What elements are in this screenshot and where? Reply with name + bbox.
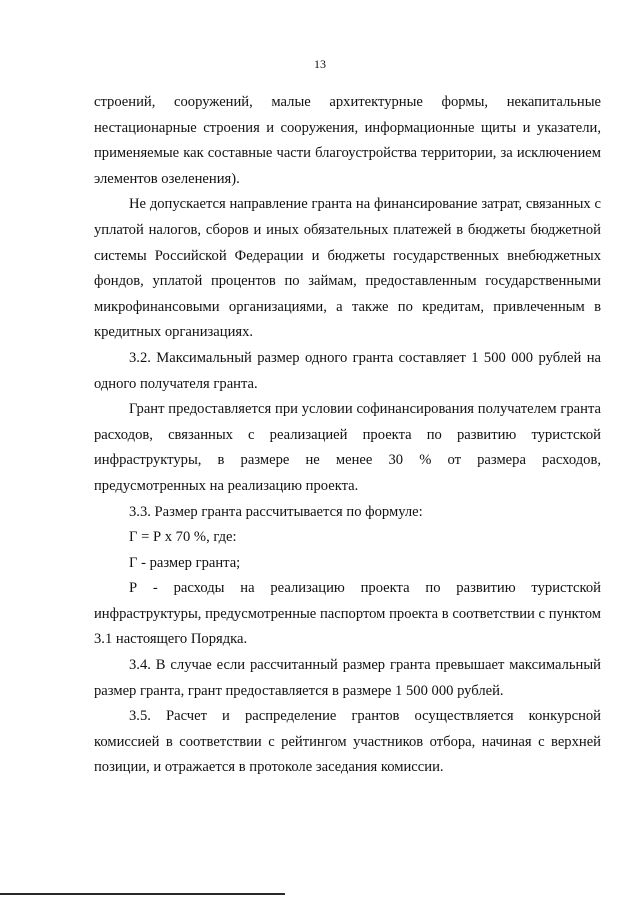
formula-definition-g: Г - размер гранта; xyxy=(129,554,241,571)
document-body xyxy=(94,90,601,781)
footer-divider xyxy=(0,893,285,895)
paragraph-3-3: 3.3. Размер гранта рассчитывается по формуле: xyxy=(129,503,423,520)
paragraph-3-4: 3.4. В случае если рассчитанный размер гранта превышает максимальный размер гранта, грант предоставляется в размере 1 500 000 рублей. xyxy=(94,657,601,699)
paragraph-cost-restrictions: Не допускается направление гранта на финансирование затрат, связанных с уплатой налогов, сборов и иных обязательных платежей в бюджеты бюджетной системы Российской Федерации и бюджеты государственных внебюджетных фондов, уплатой процентов по займам, предоставленным государственными микрофинансовыми организациями, а также по кредитам, привлеченным в кредитных организациях. xyxy=(94,196,601,341)
page-number: 13 xyxy=(314,57,326,71)
paragraph-cofinancing: Грант предоставляется при условии софинансирования получателем гранта расходов, связанных с реализацией проекта по развитию туристской инфраструктуры, в размере не менее 30 % от размера расходов, предусмотренных на реализацию проекта. xyxy=(94,401,601,494)
paragraph-3-2: 3.2. Максимальный размер одного гранта составляет 1 500 000 рублей на одного получателя гранта. xyxy=(94,349,601,392)
paragraph-3-5: 3.5. Расчет и распределение грантов осуществляется конкурсной комиссией в соответствии с рейтингом участников отбора, начиная с верхней позиции, и отражается в протоколе заседания комиссии. xyxy=(94,708,601,776)
formula-definition-p: Р - расходы на реализацию проекта по развитию туристской инфраструктуры, предусмотренные паспортом проекта в соответствии с пунктом 3.1 настоящего Порядка. xyxy=(94,580,601,648)
formula-line: Г = Р х 70 %, где: xyxy=(129,529,237,546)
paragraph-continuation: строений, сооружений, малые архитектурные формы, некапитальные нестационарные строения и сооружения, информационные щиты и указатели, применяемые как составные части благоустройства территории, за исключением элементов озеленения). xyxy=(94,94,601,187)
